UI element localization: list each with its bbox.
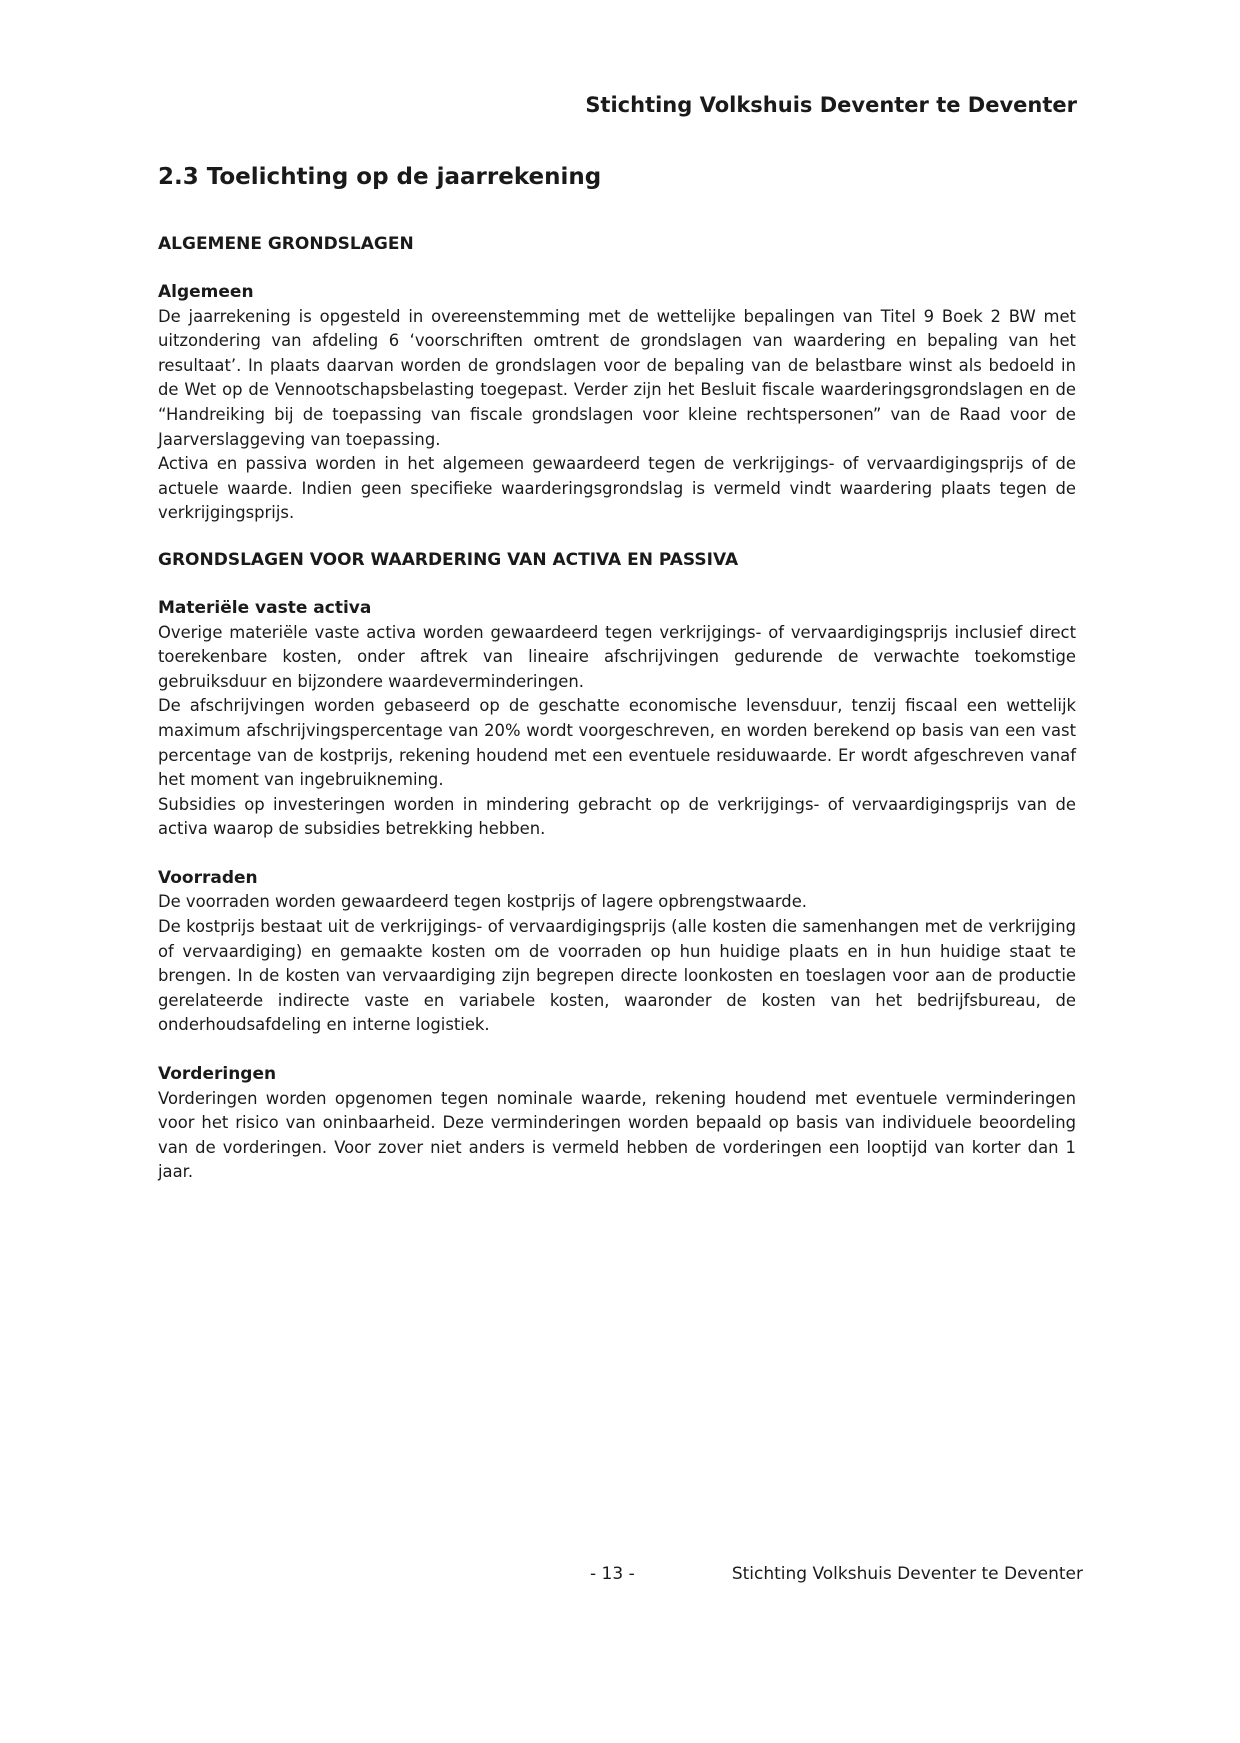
paragraph-voorraden-2: De kostprijs bestaat uit de verkrijgings- of vervaardigingsprijs (alle kosten die samenhangen met de verkrijging of vervaardiging) en gemaakte kosten om de voorraden op hun huidige plaats en in hun huidige staat te brengen. In de kosten van vervaardiging zijn begrepen directe loonkosten en toeslagen voor aan de productie gerelateerde indirecte vaste en variabele kosten, waaronder de kosten van het bedrijfsbureau, de onderhoudsafdeling en interne logistiek. [158, 917, 1076, 1035]
paragraph-algemeen-1: De jaarrekening is opgesteld in overeenstemming met de wettelijke bepalingen van Titel 9 Boek 2 BW met uitzondering van afdeling 6 ‘voorschriften omtrent de grondslagen van waardering en bepaling van het resultaat’. In plaats daarvan worden de grondslagen voor de bepaling van de belastbare winst als bedoeld in de Wet op de Vennootschapsbelasting toegepast. Verder zijn het Besluit fiscale waarderingsgrondslagen en de “Handreiking bij de toepassing van fiscale grondslagen voor kleine rechtspersonen” van de Raad voor de Jaarverslaggeving van toepassing. [158, 306, 1076, 449]
page-content [158, 160, 1076, 1185]
chapter-title: 2.3 Toelichting op de jaarrekening [158, 164, 602, 190]
page-footer [0, 1564, 1240, 1594]
paragraph-materiele-2: De afschrijvingen worden gebaseerd op de geschatte economische levensduur, tenzij fiscaal een wettelijk maximum afschrijvingspercentage van 20% wordt voorgeschreven, en worden berekend op basis van een vast percentage van de kostprijs, rekening houdend met een eventuele residuwaarde. Er wordt afgeschreven vanaf het moment van ingebruikneming. [158, 696, 1076, 790]
paragraph-materiele-1: Overige materiële vaste activa worden gewaardeerd tegen verkrijgings- of vervaardigingsprijs inclusief direct toerekenbare kosten, onder aftrek van lineaire afschrijvingen gedurende de verwachte toekomstige gebruiksduur en bijzondere waardeverminderingen. [158, 622, 1076, 691]
paragraph-materiele-3: Subsidies op investeringen worden in mindering gebracht op de verkrijgings- of vervaardigingsprijs van de activa waarop de subsidies betrekking hebben. [158, 794, 1076, 839]
subsection-title-vorderingen: Vorderingen [158, 1064, 277, 1085]
subsection-title-materiele-vaste-activa: Materiële vaste activa [158, 597, 372, 618]
footer-organization: Stichting Volkshuis Deventer te Deventer [731, 1564, 1083, 1584]
paragraph-vorderingen-1: Vorderingen worden opgenomen tegen nominale waarde, rekening houdend met eventuele verminderingen voor het risico van oninbaarheid. Deze verminderingen worden bepaald op basis van individuele beoordeling van de vorderingen. Voor zover niet anders is vermeld hebben de vorderingen een looptijd van korter dan 1 jaar. [158, 1088, 1076, 1182]
paragraph-algemeen-2: Activa en passiva worden in het algemeen gewaardeerd tegen de verkrijgings- of vervaardigingsprijs of de actuele waarde. Indien geen specifieke waarderingsgrondslag is vermeld vindt waardering plaats tegen de verkrijgingsprijs. [158, 454, 1076, 523]
running-header: Stichting Volkshuis Deventer te Deventer [585, 93, 1077, 117]
section-heading-grondslagen-waardering: GRONDSLAGEN VOOR WAARDERING VAN ACTIVA EN PASSIVA [158, 549, 739, 570]
page-number: - 13 - [590, 1564, 635, 1584]
section-heading-algemene-grondslagen: ALGEMENE GRONDSLAGEN [158, 234, 414, 254]
subsection-title-voorraden: Voorraden [158, 867, 258, 888]
subsection-title-algemeen: Algemeen [158, 282, 254, 302]
paragraph-voorraden-1: De voorraden worden gewaardeerd tegen kostprijs of lagere opbrengstwaarde. [158, 892, 807, 912]
